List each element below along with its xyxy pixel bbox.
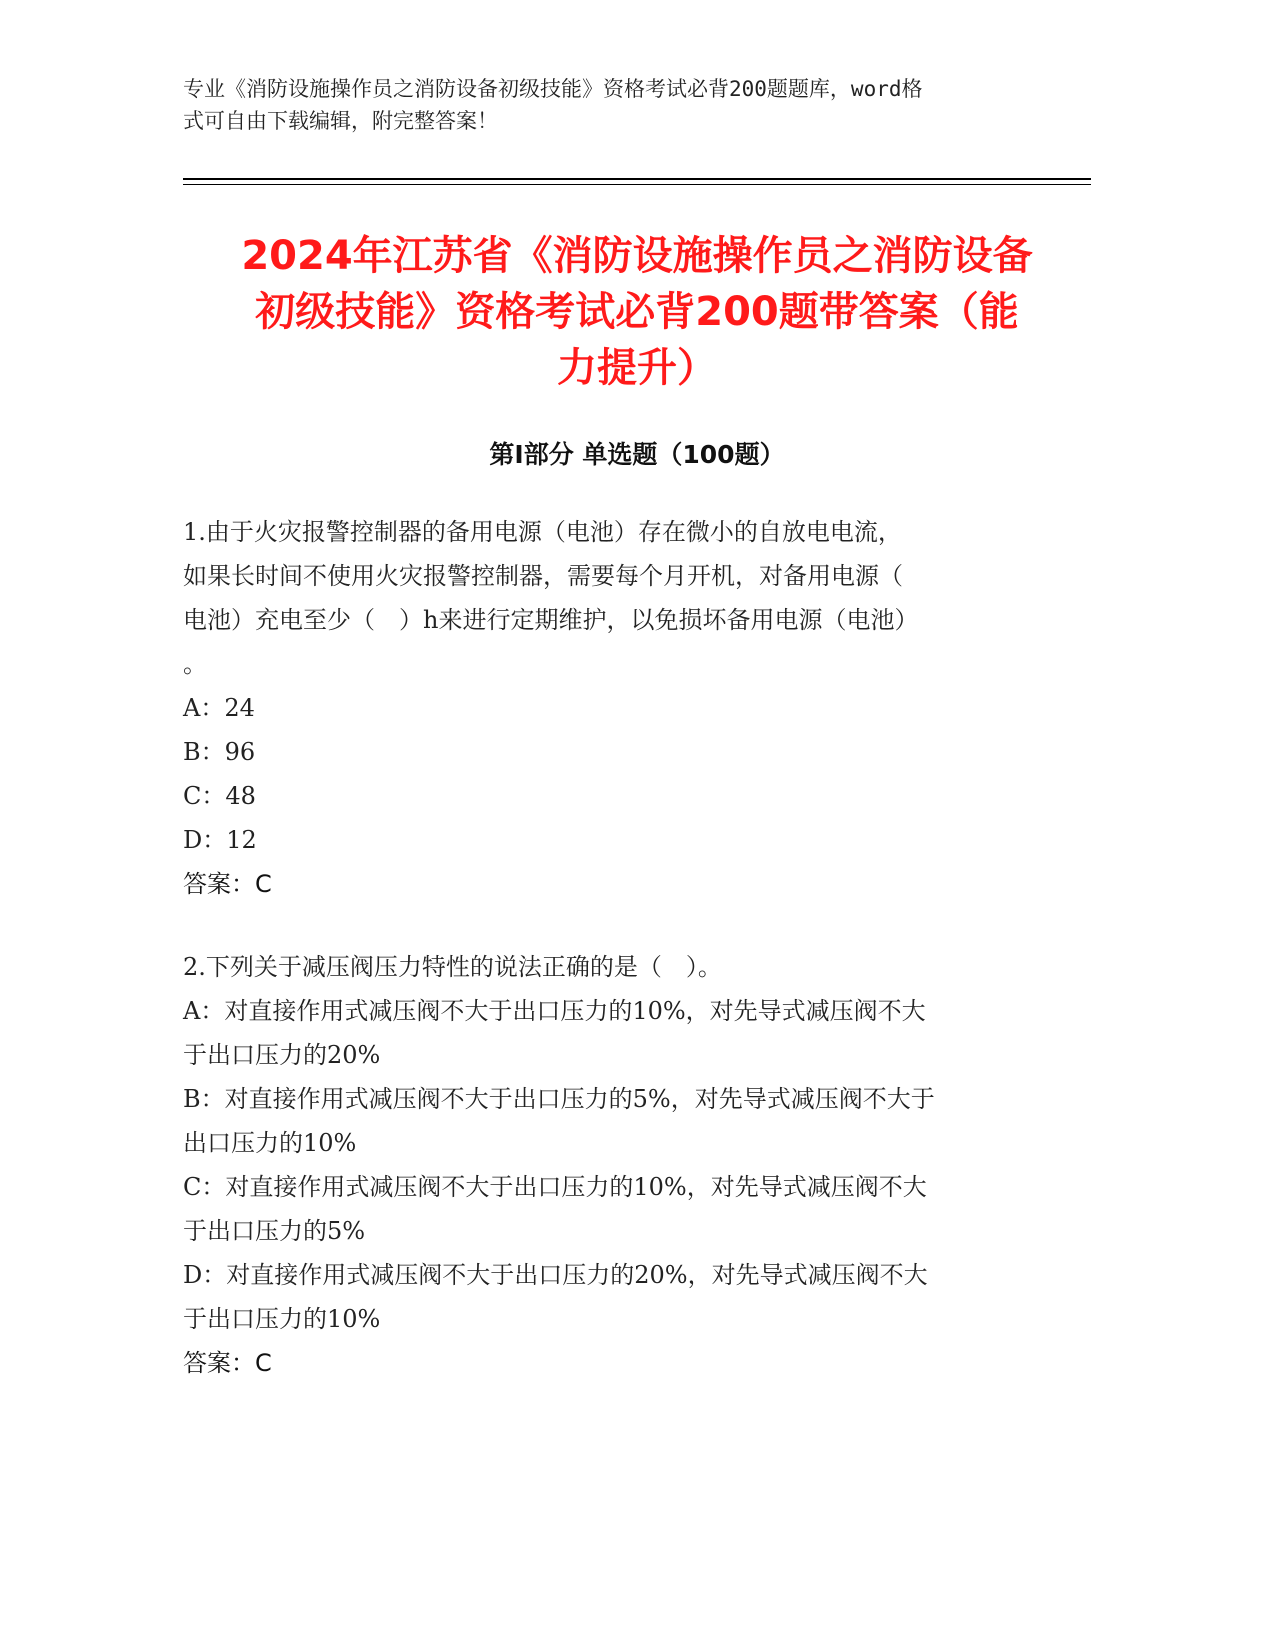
option-d: D：12 bbox=[183, 826, 257, 854]
option-c: C：对直接作用式减压阀不大于出口压力的10%，对先导式减压阀不大 bbox=[183, 1173, 927, 1201]
option-d: D：对直接作用式减压阀不大于出口压力的20%，对先导式减压阀不大 bbox=[183, 1261, 928, 1289]
question-2 bbox=[183, 945, 1083, 1385]
question-stem-line: 1.由于火灾报警控制器的备用电源（电池）存在微小的自放电电流， bbox=[183, 518, 902, 546]
question-stem-line: 电池）充电至少（ ）h来进行定期维护，以免损坏备用电源（电池） bbox=[183, 606, 919, 634]
document-title-line-3: 力提升） bbox=[557, 345, 717, 391]
option-b: B：96 bbox=[183, 738, 256, 766]
question-stem-line: 如果长时间不使用火灾报警控制器，需要每个月开机，对备用电源（ bbox=[183, 562, 903, 590]
document-title bbox=[183, 228, 1091, 396]
option-d-continued: 于出口压力的10% bbox=[183, 1305, 381, 1333]
answer: 答案：C bbox=[183, 1349, 272, 1377]
header-rule-thin bbox=[183, 184, 1091, 185]
answer: 答案：C bbox=[183, 870, 272, 898]
header-note-line-1: 专业《消防设施操作员之消防设备初级技能》资格考试必背200题题库，word格 bbox=[183, 77, 923, 101]
header-note bbox=[183, 73, 1063, 137]
option-a-continued: 于出口压力的20% bbox=[183, 1041, 381, 1069]
document-title-line-1: 2024年江苏省《消防设施操作员之消防设备 bbox=[241, 233, 1033, 279]
option-c: C：48 bbox=[183, 782, 256, 810]
question-stem-line: 。 bbox=[183, 650, 207, 678]
question-1 bbox=[183, 510, 1083, 906]
option-a: A：对直接作用式减压阀不大于出口压力的10%，对先导式减压阀不大 bbox=[183, 997, 926, 1025]
header-rule-thick bbox=[183, 178, 1091, 180]
option-c-continued: 于出口压力的5% bbox=[183, 1217, 366, 1245]
option-a: A：24 bbox=[183, 694, 255, 722]
question-stem-line: 2.下列关于减压阀压力特性的说法正确的是（ ）。 bbox=[183, 953, 722, 981]
section-title: 第Ⅰ部分 单选题（100题） bbox=[489, 440, 785, 469]
option-b-continued: 出口压力的10% bbox=[183, 1129, 357, 1157]
header-note-line-2: 式可自由下载编辑，附完整答案！ bbox=[183, 109, 498, 133]
option-b: B：对直接作用式减压阀不大于出口压力的5%，对先导式减压阀不大于 bbox=[183, 1085, 935, 1113]
document-title-line-2: 初级技能》资格考试必背200题带答案（能 bbox=[255, 289, 1019, 335]
